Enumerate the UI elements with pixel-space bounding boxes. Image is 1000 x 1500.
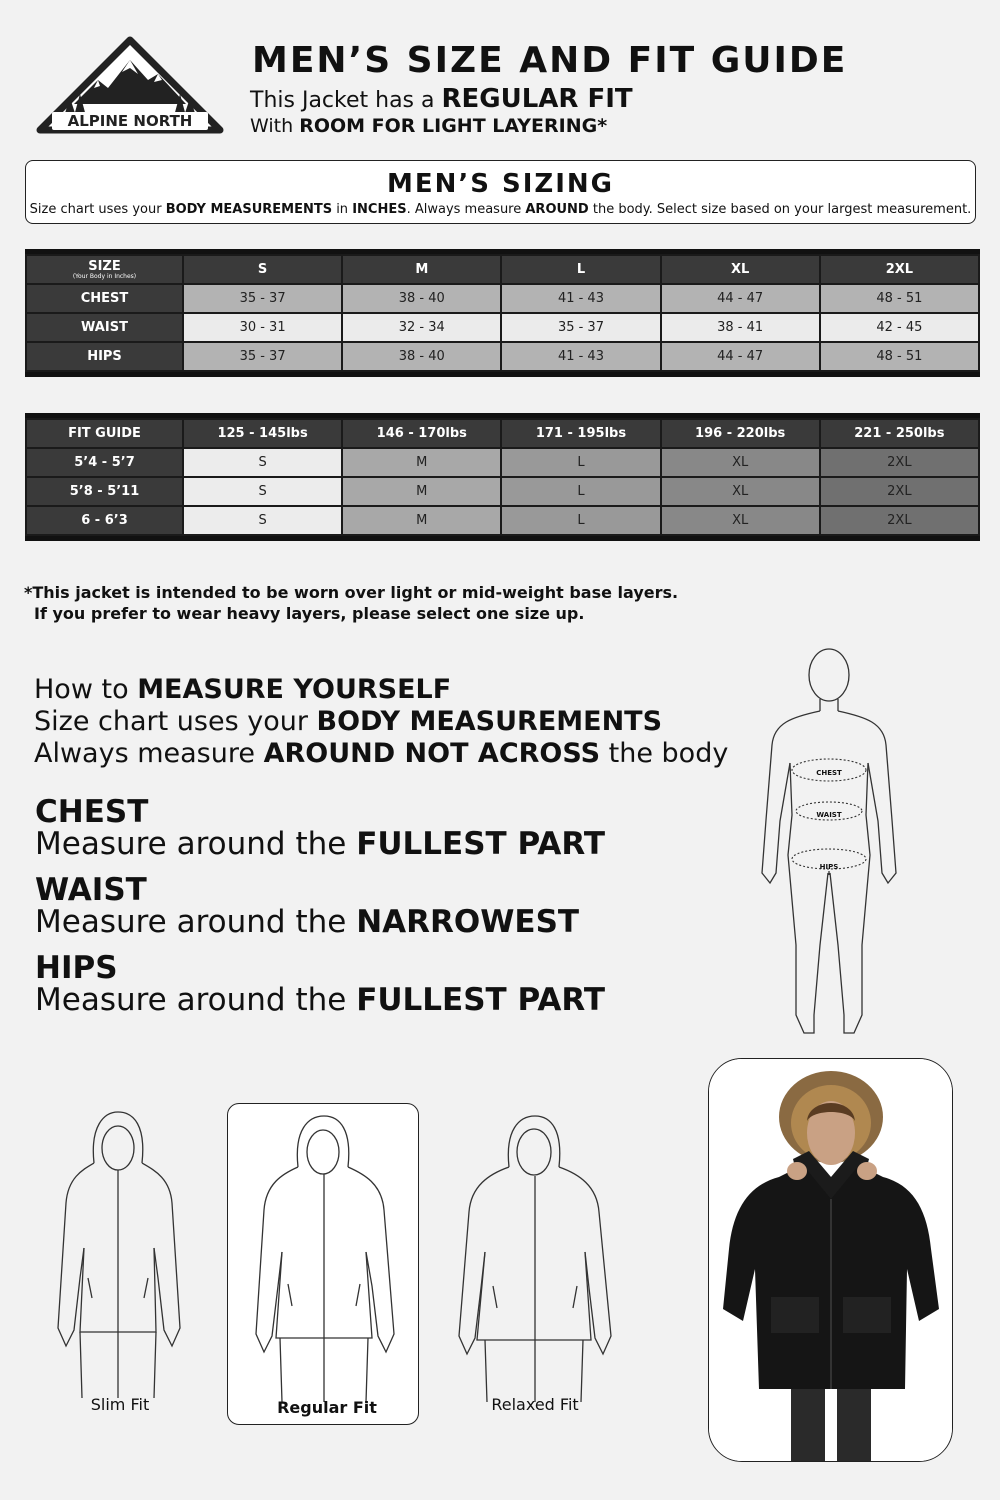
slim-fit-illustration <box>52 1108 187 1398</box>
table-cell: M <box>343 449 500 476</box>
table-cell: 30 - 31 <box>184 314 341 341</box>
sizing-note: Size chart uses your BODY MEASUREMENTS in INCHES. Always measure AROUND the body. Select size based on your largest measurement. <box>29 202 972 217</box>
weight-col-header: 125 - 145lbs <box>184 420 341 447</box>
size-corner: SIZE (Your Body in Inches) <box>27 256 182 283</box>
table-cell: L <box>502 507 659 534</box>
size-col-header: M <box>343 256 500 283</box>
table-cell: 48 - 51 <box>821 343 978 370</box>
table-row <box>27 314 978 341</box>
table-cell: XL <box>662 449 819 476</box>
relaxed-fit-illustration <box>455 1112 615 1402</box>
weight-col-header: 196 - 220lbs <box>662 420 819 447</box>
table-cell: 41 - 43 <box>502 343 659 370</box>
fit-guide-table <box>25 413 980 541</box>
table-cell: 48 - 51 <box>821 285 978 312</box>
row-label: WAIST <box>27 314 182 341</box>
alpine-north-logo <box>34 36 226 138</box>
table-cell: S <box>184 478 341 505</box>
table-row <box>27 478 978 505</box>
regular-fit-label: Regular Fit <box>277 1398 377 1417</box>
height-label: 6 - 6’3 <box>27 507 182 534</box>
table-row <box>27 285 978 312</box>
weight-col-header: 171 - 195lbs <box>502 420 659 447</box>
chest-instruction: CHEST Measure around the FULLEST PART <box>35 794 605 862</box>
table-cell: XL <box>662 507 819 534</box>
table-row <box>27 449 978 476</box>
size-table <box>25 249 980 377</box>
fit-type-line: This Jacket has a REGULAR FIT <box>250 84 633 114</box>
table-cell: 2XL <box>821 478 978 505</box>
sizing-header-box <box>25 160 976 224</box>
slim-fit-label: Slim Fit <box>90 1395 150 1414</box>
table-cell: M <box>343 478 500 505</box>
table-cell: 44 - 47 <box>662 285 819 312</box>
table-row <box>27 507 978 534</box>
table-cell: S <box>184 507 341 534</box>
height-label: 5’4 - 5’7 <box>27 449 182 476</box>
table-cell: 44 - 47 <box>662 343 819 370</box>
layering-line: With ROOM FOR LIGHT LAYERING* <box>250 115 608 137</box>
size-col-header: 2XL <box>821 256 978 283</box>
row-label: HIPS <box>27 343 182 370</box>
page-title: MEN’S SIZE AND FIT GUIDE <box>252 40 848 81</box>
table-cell: 32 - 34 <box>343 314 500 341</box>
relaxed-fit-label: Relaxed Fit <box>491 1395 579 1414</box>
fit-corner: FIT GUIDE <box>27 420 182 447</box>
table-cell: 35 - 37 <box>184 285 341 312</box>
regular-fit-illustration <box>250 1112 400 1402</box>
row-label: CHEST <box>27 285 182 312</box>
waist-instruction: WAIST Measure around the NARROWEST <box>35 872 580 940</box>
table-cell: L <box>502 449 659 476</box>
measure-intro: How to MEASURE YOURSELF Size chart uses your BODY MEASUREMENTS Always measure AROUND NOT ACROSS the body <box>34 674 729 769</box>
table-cell: 2XL <box>821 449 978 476</box>
size-col-header: L <box>502 256 659 283</box>
table-cell: 35 - 37 <box>502 314 659 341</box>
table-cell: M <box>343 507 500 534</box>
sizing-title: MEN’S SIZING <box>386 169 615 199</box>
logo-text: ALPINE NORTH <box>67 112 193 130</box>
layering-disclaimer: *This jacket is intended to be worn over light or mid-weight base layers. If you prefer to wear heavy layers, please select one size up. <box>24 583 679 623</box>
table-cell: 41 - 43 <box>502 285 659 312</box>
height-label: 5’8 - 5’11 <box>27 478 182 505</box>
table-cell: 38 - 40 <box>343 343 500 370</box>
model-jacket-photo <box>709 1059 952 1461</box>
table-cell: XL <box>662 478 819 505</box>
hips-instruction: HIPS Measure around the FULLEST PART <box>35 950 605 1018</box>
hips-label: HIPS <box>819 863 839 871</box>
table-cell: 38 - 40 <box>343 285 500 312</box>
table-cell: 35 - 37 <box>184 343 341 370</box>
table-cell: L <box>502 478 659 505</box>
table-cell: 2XL <box>821 507 978 534</box>
table-cell: S <box>184 449 341 476</box>
weight-col-header: 146 - 170lbs <box>343 420 500 447</box>
size-col-header: XL <box>662 256 819 283</box>
table-row <box>27 343 978 370</box>
body-measurement-figure <box>752 645 902 1040</box>
table-cell: 38 - 41 <box>662 314 819 341</box>
waist-label: WAIST <box>816 811 842 819</box>
size-col-header: S <box>184 256 341 283</box>
weight-col-header: 221 - 250lbs <box>821 420 978 447</box>
table-cell: 42 - 45 <box>821 314 978 341</box>
jacket-photo-frame <box>708 1058 953 1462</box>
chest-label: CHEST <box>816 769 842 777</box>
